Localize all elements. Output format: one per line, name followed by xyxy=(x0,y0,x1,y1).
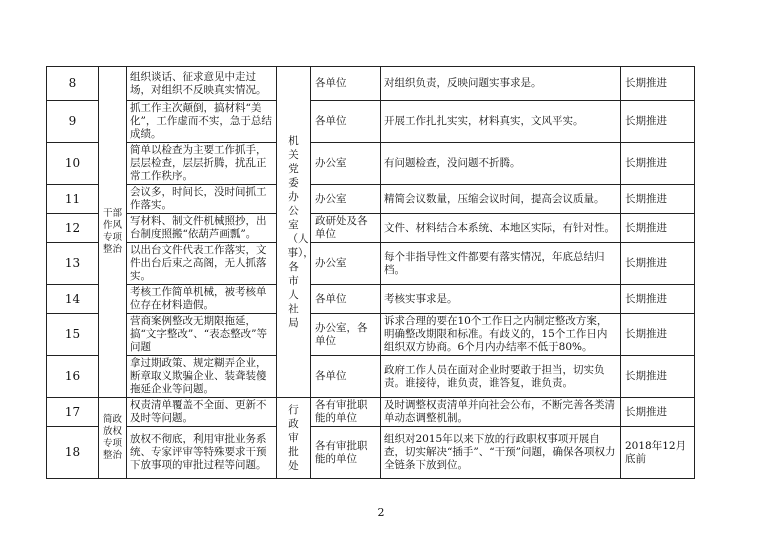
responsible-dept-text: 机关党委办公室（人事），各市人社局 xyxy=(287,135,314,329)
table-row xyxy=(47,243,695,285)
row-number: 9 xyxy=(47,101,99,143)
problem-cell: 抓工作主次颠倒，搞材料“美化”，工作虚而不实，急于总结成绩。 xyxy=(127,101,277,143)
unit-cell: 办公室 xyxy=(311,185,381,214)
row-number: 10 xyxy=(47,143,99,185)
measure-cell: 文件、材料结合本系统、本地区实际，有针对性。 xyxy=(381,214,621,243)
term-cell: 长期推进 xyxy=(621,214,695,243)
term-cell: 长期推进 xyxy=(621,101,695,143)
measure-cell: 政府工作人员在面对企业时要敢于担当，切实负责。谁接待，谁负责，谁答复，谁负责。 xyxy=(381,356,621,398)
measure-cell: 有问题检查，没问题不折腾。 xyxy=(381,143,621,185)
unit-cell: 各有审批职能的单位 xyxy=(311,427,381,479)
row-number: 16 xyxy=(47,356,99,398)
unit-cell: 各单位 xyxy=(311,285,381,314)
row-number: 17 xyxy=(47,398,99,427)
problem-cell: 会议多，时间长，没时间抓工作落实。 xyxy=(127,185,277,214)
row-number: 12 xyxy=(47,214,99,243)
unit-cell: 政研处及各单位 xyxy=(311,214,381,243)
measure-cell: 对组织负责，反映问题实事求是。 xyxy=(381,67,621,101)
table-row xyxy=(47,427,695,479)
page-number: 2 xyxy=(377,506,385,519)
row-number: 15 xyxy=(47,314,99,356)
problem-cell: 考核工作简单机械，被考核单位存在材料造假。 xyxy=(127,285,277,314)
category-cell: 简政放权专项整治 xyxy=(99,398,127,479)
table-row xyxy=(47,314,695,356)
unit-cell: 各单位 xyxy=(311,67,381,101)
measure-cell: 诉求合理的要在10个工作日之内制定整改方案，明确整改期限和标准。有歧义的，15个工作日内组织双方协商。6个月内办结率不低于80%。 xyxy=(381,314,621,356)
rectification-table xyxy=(46,66,695,479)
measure-cell: 组织对2015年以来下放的行政职权事项开展自查，切实解决“插手”、“干预”问题，确保各项权力全链条下放到位。 xyxy=(381,427,621,479)
table-row xyxy=(47,185,695,214)
table-row xyxy=(47,101,695,143)
term-cell: 长期推进 xyxy=(621,67,695,101)
table-row xyxy=(47,143,695,185)
term-cell: 长期推进 xyxy=(621,356,695,398)
unit-cell: 办公室，各单位 xyxy=(311,314,381,356)
problem-cell: 组织谈话、征求意见中走过场，对组织不反映真实情况。 xyxy=(127,67,277,101)
row-number: 11 xyxy=(47,185,99,214)
problem-cell: 权责清单覆盖不全面、更新不及时等问题。 xyxy=(127,398,277,427)
category-cell: 干部作风专项整治 xyxy=(99,67,127,398)
problem-cell: 以出台文件代表工作落实，文件出台后束之高阁，无人抓落实。 xyxy=(127,243,277,285)
problem-cell: 拿过期政策、规定糊弄企业，断章取义欺骗企业、装聋装傻拖延企业等问题。 xyxy=(127,356,277,398)
problem-cell: 放权不彻底，利用审批业务系统、专家评审等特殊要求干预下放事项的审批过程等问题。 xyxy=(127,427,277,479)
unit-cell: 各单位 xyxy=(311,356,381,398)
row-number: 14 xyxy=(47,285,99,314)
term-cell: 2018年12月底前 xyxy=(621,427,695,479)
table-row xyxy=(47,214,695,243)
responsible-dept-cell xyxy=(277,67,314,398)
unit-cell: 各有审批职能的单位 xyxy=(311,398,381,427)
row-number: 13 xyxy=(47,243,99,285)
table-row xyxy=(47,67,695,101)
measure-cell: 每个非指导性文件都要有落实情况，年底总结归档。 xyxy=(381,243,621,285)
row-number: 18 xyxy=(47,427,99,479)
term-cell: 长期推进 xyxy=(621,398,695,427)
term-cell: 长期推进 xyxy=(621,285,695,314)
measure-cell: 及时调整权责清单并向社会公布，不断完善各类清单动态调整机制。 xyxy=(381,398,621,427)
measure-cell: 考核实事求是。 xyxy=(381,285,621,314)
table-row xyxy=(47,398,695,427)
problem-cell: 写材料、制文件机械照抄，出台制度照搬“依葫芦画瓢”。 xyxy=(127,214,277,243)
responsible-dept-cell xyxy=(277,398,311,479)
problem-cell: 营商案例整改无期限拖延，搞“文字整改”、“表态整改”等问题 xyxy=(127,314,277,356)
measure-cell: 开展工作扎扎实实，材料真实，文风平实。 xyxy=(381,101,621,143)
term-cell: 长期推进 xyxy=(621,243,695,285)
row-number: 8 xyxy=(47,67,99,101)
term-cell: 长期推进 xyxy=(621,185,695,214)
table-row xyxy=(47,285,695,314)
term-cell: 长期推进 xyxy=(621,314,695,356)
term-cell: 长期推进 xyxy=(621,143,695,185)
measure-cell: 精简会议数量，压缩会议时间，提高会议质量。 xyxy=(381,185,621,214)
problem-cell: 简单以检查为主要工作抓手，层层检查，层层折腾，扰乱正常工作秩序。 xyxy=(127,143,277,185)
responsible-dept-text: 行政审批处 xyxy=(288,404,299,472)
unit-cell: 各单位 xyxy=(311,101,381,143)
unit-cell: 办公室 xyxy=(311,243,381,285)
unit-cell: 办公室 xyxy=(311,143,381,185)
table-row xyxy=(47,356,695,398)
